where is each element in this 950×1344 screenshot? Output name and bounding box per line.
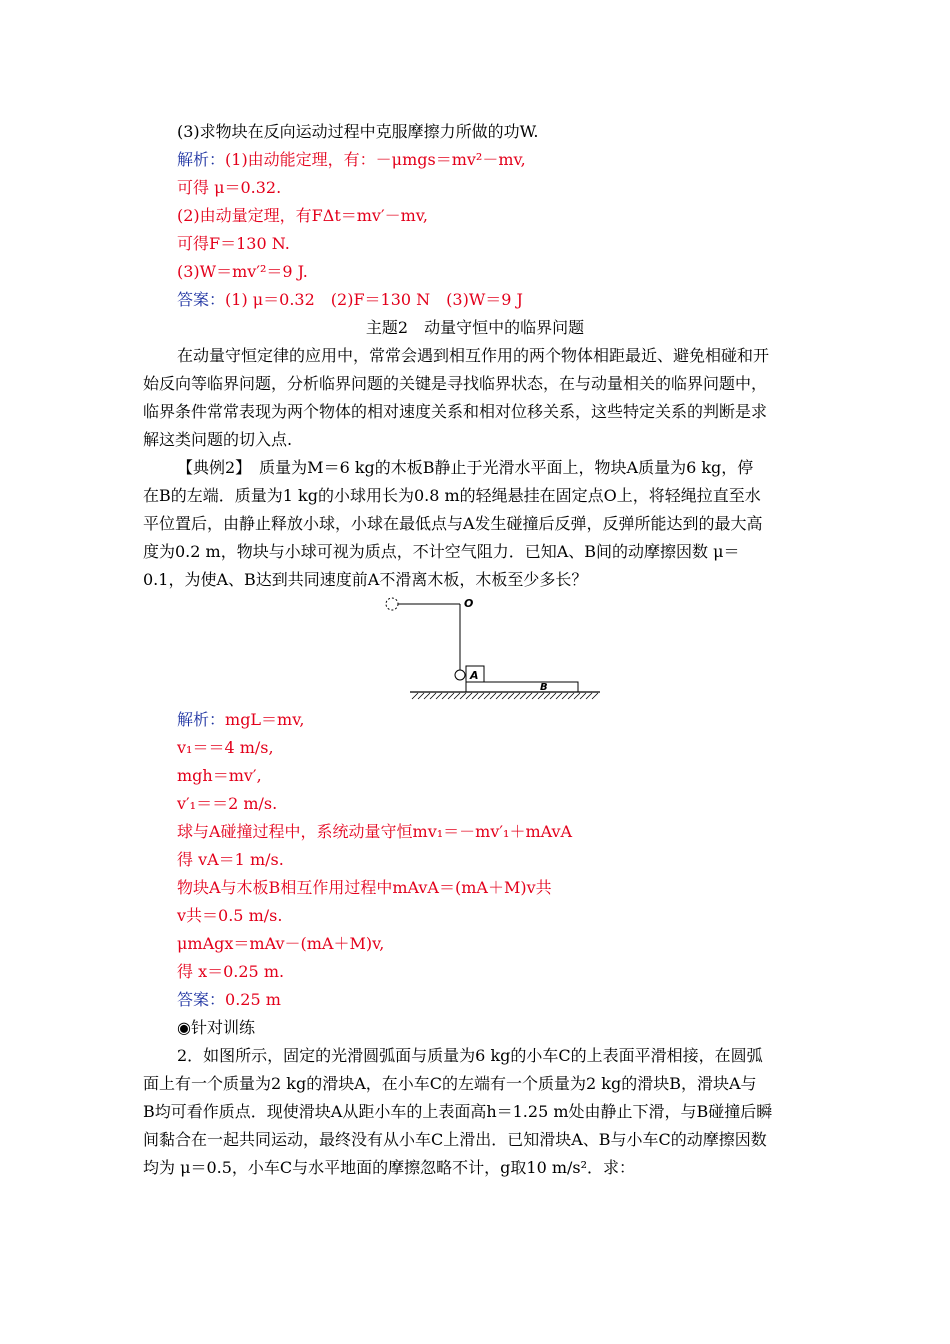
solution2-line: 得 x＝0.25 m. xyxy=(177,962,285,981)
answer-text: (1) μ＝0.32 (2)F＝130 N (3)W＝9 J xyxy=(225,290,523,309)
solution2-line: v′₁＝＝2 m/s. xyxy=(177,794,278,813)
solution2-line: 球与A碰撞过程中，系统动量守恒mv₁＝－mv′₁＋mAvA xyxy=(177,822,573,841)
intro-line: 解这类问题的切入点. xyxy=(143,430,293,449)
solution-text: (1)由动能定理，有：－μmgs＝mv²－mv, xyxy=(225,150,526,169)
label-a: A xyxy=(470,669,479,682)
ball xyxy=(455,670,465,680)
board-b xyxy=(466,682,578,692)
example-line: 度为0.2 m，物块与小球可视为质点，不计空气阻力．已知A、B间的动摩擦因数 μ＝ xyxy=(143,542,740,561)
solution2-line: v₁＝＝4 m/s, xyxy=(177,738,274,757)
intro-line: 在动量守恒定律的应用中，常常会遇到相互作用的两个物体相距最近、避免相碰和开 xyxy=(177,346,770,365)
solution-label: 解析： xyxy=(177,150,226,169)
practice-title: ◉针对训练 xyxy=(177,1018,255,1037)
solution1-line4: 可得F＝130 N. xyxy=(177,234,290,253)
label-b: B xyxy=(540,682,548,693)
practice-line: B均可看作质点．现使滑块A从距小车的上表面高h＝1.25 m处由静止下滑，与B碰撞后瞬 xyxy=(143,1102,773,1121)
question-3: (3)求物块在反向运动过程中克服摩擦力所做的功W. xyxy=(177,122,539,141)
answer1 xyxy=(177,289,523,311)
answer-label: 答案： xyxy=(177,290,226,309)
example-line: 【典例2】 质量为M＝6 kg的木板B静止于光滑水平面上，物块A质量为6 kg，停 xyxy=(177,458,754,477)
solution-text: mgL＝mv, xyxy=(225,710,305,729)
intro-line: 始反向等临界问题，分析临界问题的关键是寻找临界状态，在与动量相关的临界问题中， xyxy=(143,374,768,393)
solution2-line1 xyxy=(177,709,304,731)
label-o: O xyxy=(464,597,474,610)
solution1-line2: 可得 μ＝0.32. xyxy=(177,178,282,197)
solution2-line: μmAgx＝mAv－(mA＋M)v, xyxy=(177,934,385,953)
example-line: 0.1，为使A、B达到共同速度前A不滑离木板，木板至少多长？ xyxy=(143,570,588,589)
example-line: 在B的左端．质量为1 kg的小球用长为0.8 m的轻绳悬挂在固定点O上，将轻绳拉直至水 xyxy=(143,486,761,505)
practice-line: 均为 μ＝0.5，小车C与水平地面的摩擦忽略不计，g取10 m/s²．求： xyxy=(143,1158,636,1177)
answer-text: 0.25 m xyxy=(225,990,281,1009)
practice-line: 2．如图所示，固定的光滑圆弧面与质量为6 kg的小车C的上表面平滑相接，在圆弧 xyxy=(177,1046,763,1065)
solution1-line5: (3)W＝mv′²＝9 J. xyxy=(177,262,308,281)
solution2-line: 得 vA＝1 m/s. xyxy=(177,850,284,869)
solution1-line3: (2)由动量定理，有FΔt＝mv′－mv, xyxy=(177,206,428,225)
solution2-line: v共＝0.5 m/s. xyxy=(177,906,283,925)
ball-start-position xyxy=(386,598,398,610)
solution-label: 解析： xyxy=(177,710,226,729)
pendulum-figure xyxy=(380,594,610,706)
practice-line: 间黏合在一起共同运动，最终没有从小车C上滑出．已知滑块A、B与小车C的动摩擦因数 xyxy=(143,1130,767,1149)
example-line: 平位置后，由静止释放小球，小球在最低点与A发生碰撞后反弹，反弹所能达到的最大高 xyxy=(143,514,763,533)
answer2 xyxy=(177,989,281,1011)
practice-line: 面上有一个质量为2 kg的滑块A，在小车C的左端有一个质量为2 kg的滑块B，滑块A与 xyxy=(143,1074,757,1093)
solution2-line: 物块A与木板B相互作用过程中mAvA＝(mA＋M)v共 xyxy=(177,878,552,897)
solution1-line1 xyxy=(177,149,526,171)
topic-title: 主题2 动量守恒中的临界问题 xyxy=(365,318,585,337)
ground-hatching xyxy=(412,693,598,699)
intro-line: 临界条件常常表现为两个物体的相对速度关系和相对位移关系，这些特定关系的判断是求 xyxy=(143,402,768,421)
solution2-line: mgh＝mv′, xyxy=(177,766,262,785)
answer-label: 答案： xyxy=(177,990,226,1009)
